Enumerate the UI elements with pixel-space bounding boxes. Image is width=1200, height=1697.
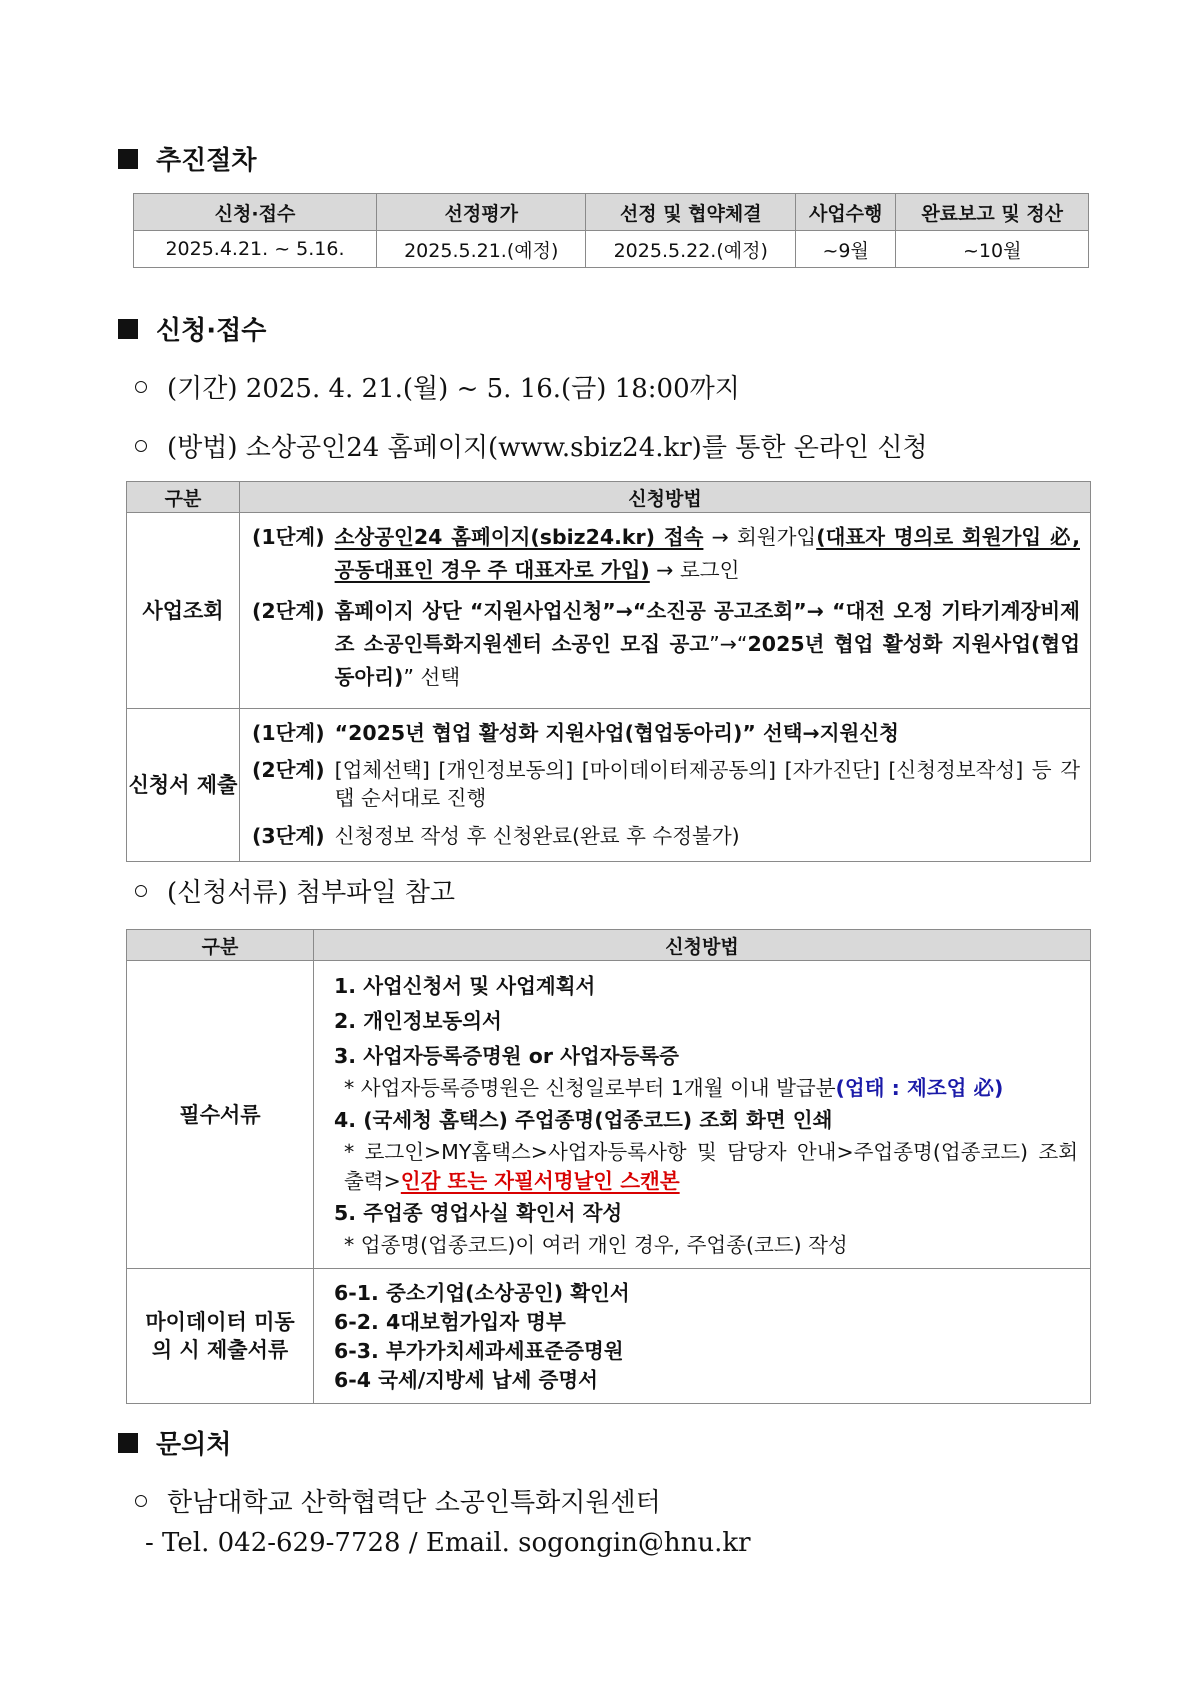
step-text-emphasis: (대표자 명의로 회원가입 必, 공동대표인 경우 주 대표자로 가입) xyxy=(334,525,1080,582)
submit-step-1 xyxy=(252,717,1080,750)
doc-note xyxy=(334,1074,1078,1103)
apply-title: 신청·접수 xyxy=(156,316,267,346)
procedure-table xyxy=(133,193,1089,268)
circle-bullet-icon xyxy=(135,440,147,452)
procedure-value-cell: 2025.4.21. ~ 5.16. xyxy=(134,231,377,268)
apply-heading xyxy=(118,310,266,347)
step-text-emphasis: 2025년 협업 활성화 지원사업(협업동아리) xyxy=(334,632,1080,689)
doc-item: 2. 개인정보동의서 xyxy=(334,1009,502,1033)
circle-bullet-icon xyxy=(135,381,147,393)
doc-sub-item: 6-1. 중소기업(소상공인) 확인서 xyxy=(334,1281,630,1305)
square-bullet-icon xyxy=(118,319,138,339)
step-text-plain: ” 선택 xyxy=(403,665,461,689)
docs-row-body xyxy=(314,961,1091,1269)
submit-step-3 xyxy=(252,820,1080,853)
procedure-heading xyxy=(118,140,256,177)
apply-row-body xyxy=(240,513,1091,709)
doc-item: 3. 사업자등록증명원 or 사업자등록증 xyxy=(334,1044,679,1068)
docs-row-label: 필수서류 xyxy=(127,961,314,1269)
doc-item: 1. 사업신청서 및 사업계획서 xyxy=(334,974,596,998)
apply-method-table xyxy=(126,481,1091,862)
step-text: “2025년 협업 활성화 지원사업(협업동아리)” 선택→지원신청 xyxy=(334,721,899,745)
procedure-header-cell: 선정 및 협약체결 xyxy=(586,194,796,231)
procedure-header-cell: 사업수행 xyxy=(795,194,895,231)
procedure-value-row xyxy=(134,231,1089,268)
step-tag: (2단계) xyxy=(252,758,325,782)
lookup-step-2 xyxy=(252,595,1080,694)
doc-item: 5. 주업종 영업사실 확인서 작성 xyxy=(334,1201,623,1225)
step-tag: (1단계) xyxy=(252,525,325,549)
docs-row-mydata xyxy=(127,1269,1091,1404)
step-text: [업체선택] [개인정보동의] [마이데이터제공동의] [자가진단] [신청정보작성] 등 각 탭 순서대로 진행 xyxy=(334,758,1080,810)
apply-row-body xyxy=(240,709,1091,862)
procedure-value-cell: ~9월 xyxy=(795,231,895,268)
submit-step-2 xyxy=(252,756,1080,812)
step-tag: (3단계) xyxy=(252,824,325,848)
apply-row-label: 사업조회 xyxy=(127,513,240,709)
doc-sub-item: 6-3. 부가가치세과세표준증명원 xyxy=(334,1339,624,1363)
step-tag: (2단계) xyxy=(252,599,325,623)
doc-note-highlight: (업태 : 제조업 必) xyxy=(835,1076,1004,1100)
step-tag: (1단계) xyxy=(252,721,325,745)
circle-bullet-icon xyxy=(135,885,147,897)
step-text xyxy=(335,595,1080,694)
step-text xyxy=(335,521,1080,587)
apply-method: (방법) 소상공인24 홈페이지(www.sbiz24.kr)를 통한 온라인 신청 xyxy=(167,433,928,463)
step-text-emphasis: 홈페이지 상단 “지원사업신청”→“소진공 공고조회”→ “대전 오정 기타기계장비제조 소공인특화지원센터 소공인 모집 공고 xyxy=(334,599,1080,656)
doc-sub-item: 6-2. 4대보험가입자 명부 xyxy=(334,1310,566,1334)
doc-note-warning: 인감 또는 자필서명날인 스캔본 xyxy=(400,1169,680,1193)
apply-method-line xyxy=(135,427,928,464)
doc-note-text: * 사업자등록증명원은 신청일로부터 1개월 이내 발급분 xyxy=(344,1076,836,1100)
procedure-title: 추진절차 xyxy=(156,146,257,176)
apply-col-category: 구분 xyxy=(127,482,240,513)
doc-item: 4. (국세청 홈택스) 주업종명(업종코드) 조회 화면 인쇄 xyxy=(334,1108,833,1132)
apply-period-line xyxy=(135,368,740,405)
lookup-step-1 xyxy=(252,521,1080,587)
step-text-plain: ”→“ xyxy=(709,632,748,656)
apply-col-method: 신청방법 xyxy=(240,482,1091,513)
circle-bullet-icon xyxy=(135,1495,147,1507)
apply-period: (기간) 2025. 4. 21.(월) ~ 5. 16.(금) 18:00까지 xyxy=(167,374,740,404)
square-bullet-icon xyxy=(118,1433,138,1453)
procedure-header-cell: 완료보고 및 정산 xyxy=(896,194,1089,231)
step-text-plain: → 로그인 xyxy=(649,558,740,582)
docs-col-method: 신청방법 xyxy=(314,930,1091,961)
apply-row-lookup xyxy=(127,513,1091,709)
apply-row-label: 신청서 제출 xyxy=(127,709,240,862)
doc-note: * 업종명(업종코드)이 여러 개인 경우, 주업종(코드) 작성 xyxy=(344,1233,848,1257)
contact-details: - Tel. 042-629-7728 / Email. sogongin@hnu.kr xyxy=(145,1528,751,1558)
apply-header-row xyxy=(127,482,1091,513)
procedure-value-cell: ~10월 xyxy=(896,231,1089,268)
contact-title: 문의처 xyxy=(156,1430,232,1460)
apply-row-submit xyxy=(127,709,1091,862)
doc-note-text: * 로그인>MY홈택스>사업자등록사항 및 담당자 안내>주업종명(업종코드) 조회 출력> xyxy=(344,1140,1078,1193)
docs-row-required xyxy=(127,961,1091,1269)
square-bullet-icon xyxy=(118,149,138,169)
procedure-header-row xyxy=(134,194,1089,231)
docs-row-label: 마이데이터 미동의 시 제출서류 xyxy=(127,1269,314,1404)
docs-intro: (신청서류) 첨부파일 참고 xyxy=(167,878,455,908)
procedure-value-cell: 2025.5.21.(예정) xyxy=(376,231,586,268)
contact-org: 한남대학교 산학협력단 소공인특화지원센터 xyxy=(167,1488,661,1518)
docs-intro-line xyxy=(135,872,455,909)
step-text-emphasis: 소상공인24 홈페이지(sbiz24.kr) 접속 xyxy=(334,525,704,549)
doc-note xyxy=(334,1138,1078,1196)
documents-table xyxy=(126,929,1091,1404)
contact-org-line xyxy=(135,1482,661,1519)
doc-sub-item: 6-4 국세/지방세 납세 증명서 xyxy=(334,1368,598,1392)
docs-header-row xyxy=(127,930,1091,961)
step-text: 신청정보 작성 후 신청완료(완료 후 수정불가) xyxy=(334,824,740,848)
contact-heading xyxy=(118,1424,231,1461)
procedure-header-cell: 신청·접수 xyxy=(134,194,377,231)
procedure-value-cell: 2025.5.22.(예정) xyxy=(586,231,796,268)
docs-col-category: 구분 xyxy=(127,930,314,961)
docs-row-body xyxy=(314,1269,1091,1404)
procedure-header-cell: 선정평가 xyxy=(376,194,586,231)
step-text-plain: → 회원가입 xyxy=(703,525,817,549)
